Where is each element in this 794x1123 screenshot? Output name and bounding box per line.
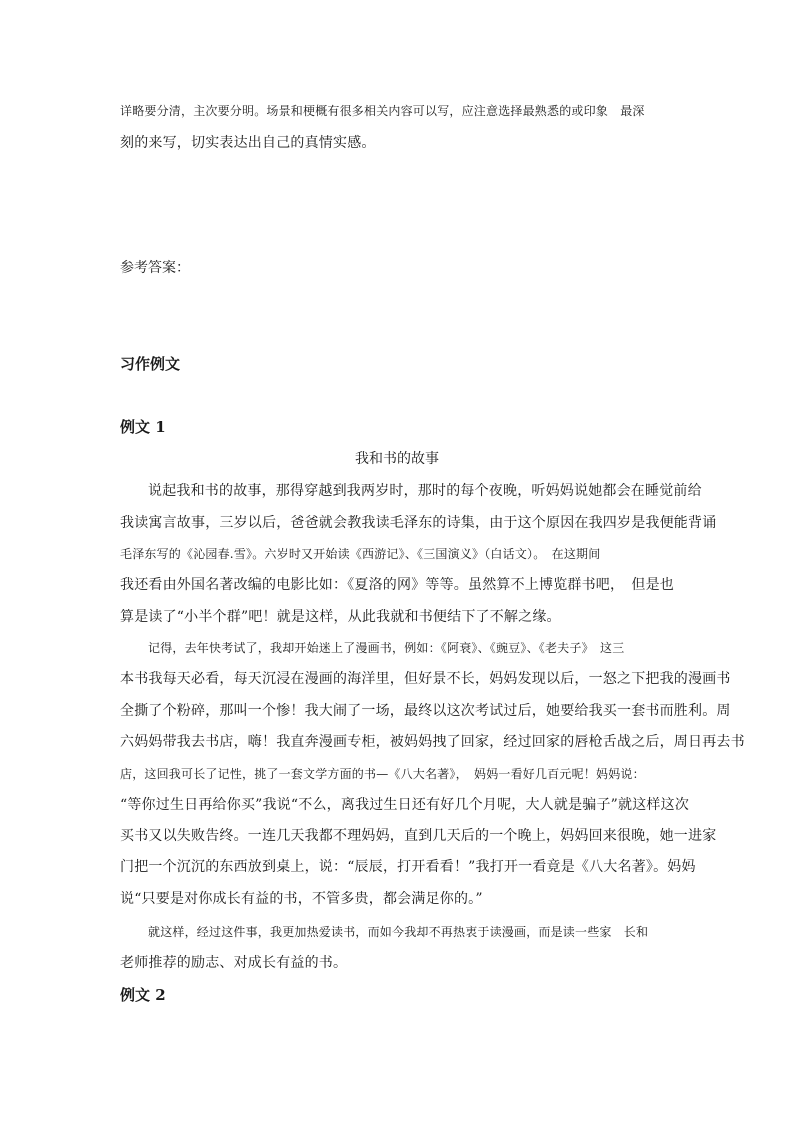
intro-line-2: 刻的来写，切实表达出自己的真情实感。 [120,135,376,151]
paragraph-line: 我读寓言故事，三岁以后，爸爸就会教我读毛泽东的诗集，由于这个原因在我四岁是我便能背诵 [120,515,717,531]
paragraph-line: 说起我和书的故事，那得穿越到我两岁时，那时的每个夜晚，听妈妈说她都会在睡觉前给 [148,483,702,499]
paragraph-line: 本书我每天必看，每天沉浸在漫画的海洋里，但好景不长，妈妈发现以后，一怒之下把我的漫画书 [120,671,731,687]
paragraph-line: 算是读了“小半个群”吧！就是这样，从此我就和书便结下了不解之缘。 [120,609,561,625]
paragraph-line: 我还看由外国名著改编的电影比如：《夏洛的网》等等。虽然算不上博览群书吧， 但是也 [120,577,674,593]
paragraph-line: 老师推荐的励志、对成长有益的书。 [120,955,348,971]
paragraph-line: 六妈妈带我去书店，嗨！我直奔漫画专柜，被妈妈拽了回家，经过回家的唇枪舌战之后，周日再去书 [120,734,745,750]
paragraph-line: “等你过生日再给你买”我说“不么，离我过生日还有好几个月呢，大人就是骗子”就这样这次 [120,797,690,813]
paragraph-line: 记得，去年快考试了，我却开始迷上了漫画书，例如：《阿衰》、《豌豆》、《老夫子》 这三 [148,641,625,655]
reference-answer-label: 参考答案： [120,260,190,276]
paragraph-line: 店，这回我可长了记性，挑了一套文学方面的书—《八大名著》， 妈妈一看好几百元呢！妈妈说： [120,767,645,781]
example-1-label: 例文 1 [120,418,166,436]
paragraph-line: 说“只要是对你成长有益的书，不管多贵，都会满足你的。” [120,891,483,907]
paragraph-line: 就这样，经过这件事，我更加热爱读书，而如今我却不再热衷于读漫画，而是读一些家 长和 [148,925,649,939]
example-2-label: 例文 2 [120,986,166,1004]
section-title: 习作例文 [120,355,181,373]
intro-line-1: 详略要分清，主次要分明。场景和梗概有很多相关内容可以写，应注意选择最熟悉的或印象 最深 [120,104,645,118]
paragraph-line: 全撕了个粉碎，那叫一个惨！我大闹了一场，最终以这次考试过后，她要给我买一套书而胜利。周 [120,703,731,719]
paragraph-line: 买书又以失败告终。一连几天我都不理妈妈，直到几天后的一个晚上，妈妈回来很晚，她一进家 [120,828,717,844]
example-1-title: 我和书的故事 [355,451,439,467]
paragraph-line: 毛泽东写的《沁园春.雪》。六岁时又开始读《西游记》、《三国演义》（白话文）。 在这期间 [120,547,601,561]
paragraph-line: 门把一个沉沉的东西放到桌上，说：“辰辰，打开看看！”我打开一看竟是《八大名著》。妈妈 [120,859,696,875]
